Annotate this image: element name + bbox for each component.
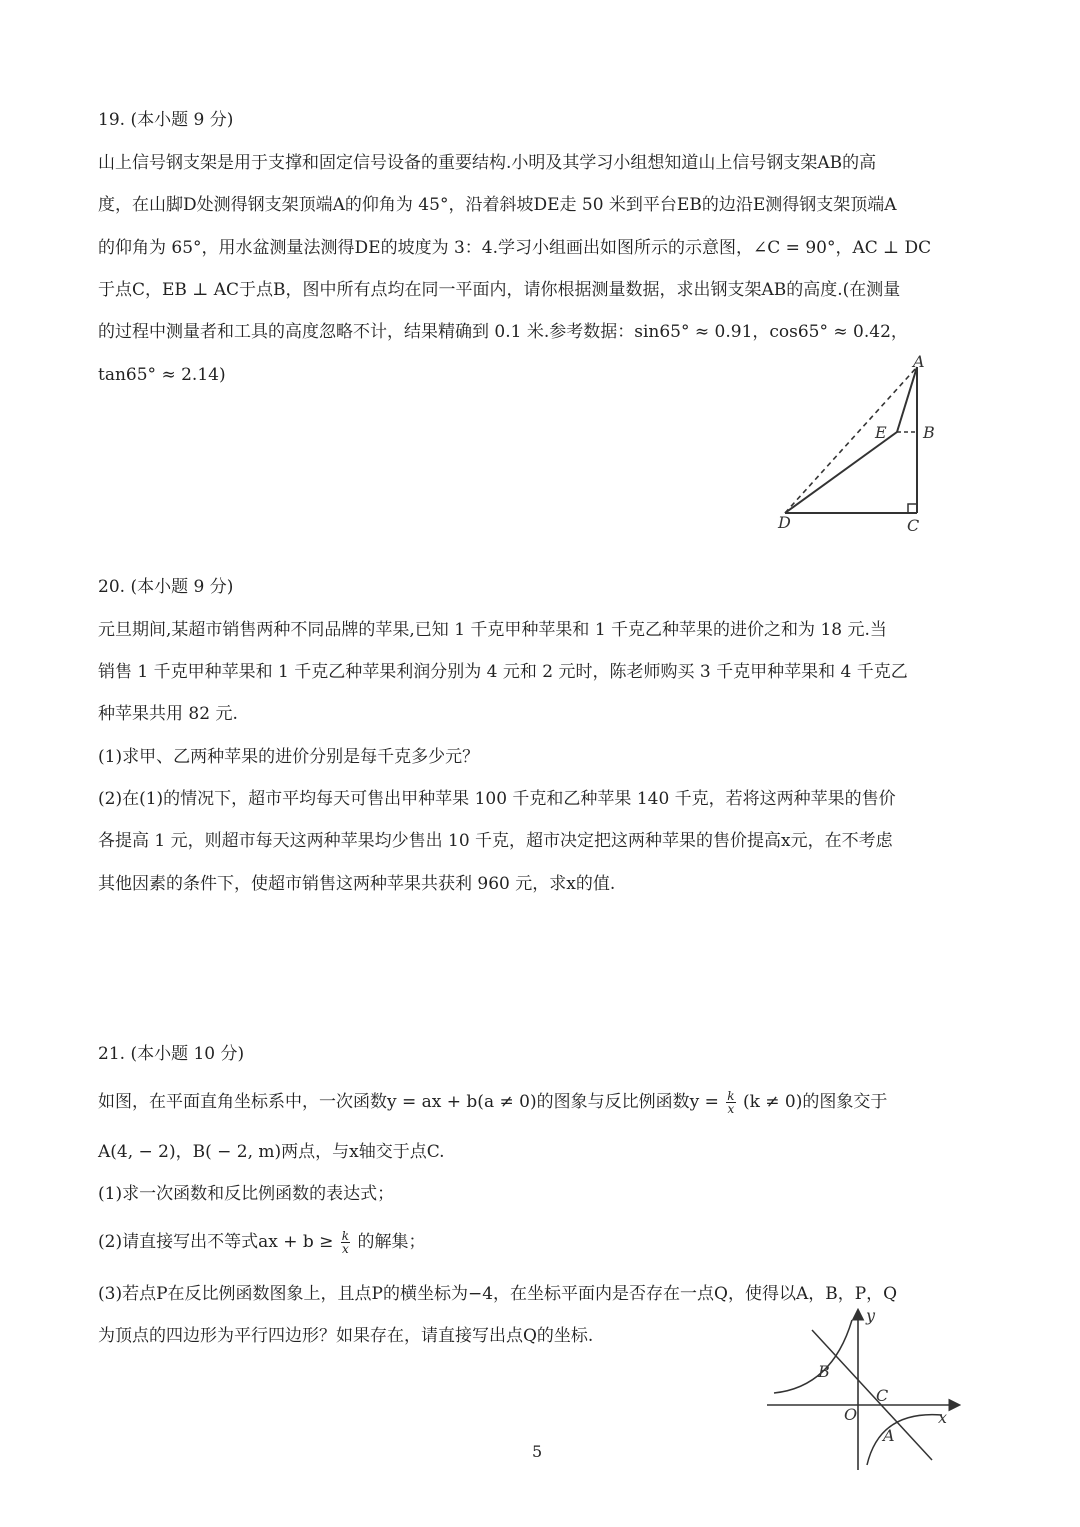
q20-line-2: 销售 1 千克甲种苹果和 1 千克乙种苹果利润分别为 4 元和 2 元时，陈老师购买 3 千克甲种苹果和 4 千克乙 xyxy=(98,662,908,682)
q21-coordinate-figure xyxy=(762,1305,962,1475)
q21-line-2: A(4, − 2)，B( − 2, m)两点，与x轴交于点C. xyxy=(98,1142,445,1162)
q21-axis-label-y: y xyxy=(866,1306,876,1325)
q21-label-a: A xyxy=(883,1426,895,1445)
q21-part-2 xyxy=(98,1230,425,1255)
q20-part-2-line-1: (2)在(1)的情况下，超市平均每天可售出甲种苹果 100 千克和乙种苹果 140 千克，若将这两种苹果的售价 xyxy=(98,789,896,809)
q19-label-e: E xyxy=(875,423,887,442)
q19-line-4: 于点C，EB ⊥ AC于点B，图中所有点均在同一平面内，请你根据测量数据，求出钢支架AB的高度.(在测量 xyxy=(98,280,901,300)
q21-part-2-end: 的解集； xyxy=(357,1232,426,1252)
q20-line-1: 元旦期间,某超市销售两种不同品牌的苹果,已知 1 千克甲种苹果和 1 千克乙种苹果的进价之和为 18 元.当 xyxy=(98,620,887,640)
q19-label-c: C xyxy=(907,516,920,535)
q21-part-2-fraction xyxy=(341,1230,350,1255)
q21-part-2-start: (2)请直接写出不等式ax + b ≥ xyxy=(98,1232,334,1252)
page-number: 5 xyxy=(532,1442,543,1461)
q19-line-6: tan65° ≈ 2.14) xyxy=(98,365,226,385)
q21-line-1-end: (k ≠ 0)的图象交于 xyxy=(742,1092,888,1112)
q19-header: 19. (本小题 9 分) xyxy=(98,110,234,130)
q19-label-b: B xyxy=(923,423,935,442)
q19-line-5: 的过程中测量者和工具的高度忽略不计，结果精确到 0.1 米.参考数据：sin65° ≈ 0.91，cos65° ≈ 0.42， xyxy=(98,322,908,342)
q20-line-3: 种苹果共用 82 元. xyxy=(98,704,238,724)
q21-label-origin: O xyxy=(844,1405,858,1424)
q21-label-b: B xyxy=(818,1362,830,1381)
q19-label-d: D xyxy=(778,513,791,532)
q20-part-2-line-2: 各提高 1 元，则超市每天这两种苹果均少售出 10 千克，超市决定把这两种苹果的售价提高x元，在不考虑 xyxy=(98,831,893,851)
fraction-numerator: k xyxy=(341,1229,350,1243)
q21-part-3-line-2: 为顶点的四边形为平行四边形？如果存在，请直接写出点Q的坐标. xyxy=(98,1326,594,1346)
q21-part-1: (1)求一次函数和反比例函数的表达式； xyxy=(98,1184,395,1204)
q21-axis-label-x: x xyxy=(938,1408,948,1427)
q21-part-3-line-1: (3)若点P在反比例函数图象上，且点P的横坐标为−4，在坐标平面内是否存在一点Q，使得以A，B，P，Q xyxy=(98,1284,898,1304)
q19-line-2: 度，在山脚D处测得钢支架顶端A的仰角为 45°，沿着斜坡DE走 50 米到平台EB的边沿E测得钢支架顶端A xyxy=(98,195,897,215)
q19-line-3: 的仰角为 65°，用水盆测量法测得DE的坡度为 3：4.学习小组画出如图所示的示意图，∠C = 90°，AC ⊥ DC xyxy=(98,238,932,258)
q21-line-1 xyxy=(98,1090,887,1115)
fraction-denominator: x xyxy=(727,1102,735,1116)
fraction-numerator: k xyxy=(727,1089,735,1103)
q19-triangle-figure xyxy=(770,350,950,535)
q19-line-1: 山上信号钢支架是用于支撑和固定信号设备的重要结构.小明及其学习小组想知道山上信号钢支架AB的高 xyxy=(98,153,877,173)
q21-label-c: C xyxy=(876,1386,889,1405)
fraction-denominator: x xyxy=(342,1242,349,1256)
q21-header: 21. (本小题 10 分) xyxy=(98,1044,245,1064)
q21-line-1-start: 如图，在平面直角坐标系中，一次函数y = ax + b(a ≠ 0)的图象与反比例函数y = xyxy=(98,1092,719,1112)
q20-header: 20. (本小题 9 分) xyxy=(98,577,234,597)
q20-part-2-line-3: 其他因素的条件下，使超市销售这两种苹果共获利 960 元，求x的值. xyxy=(98,874,616,894)
q21-fraction-k-over-x xyxy=(726,1090,735,1115)
q20-part-1: (1)求甲、乙两种苹果的进价分别是每千克多少元？ xyxy=(98,747,480,767)
q19-label-a: A xyxy=(913,352,925,371)
